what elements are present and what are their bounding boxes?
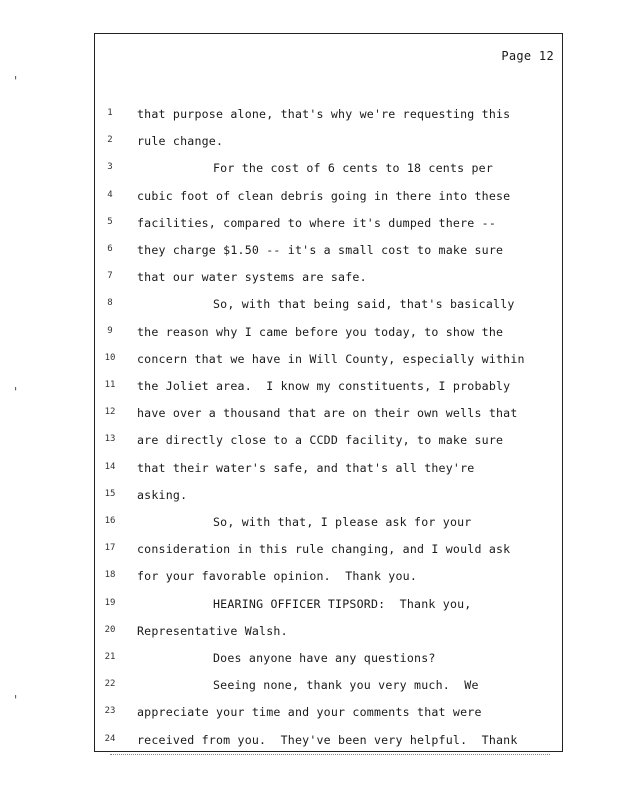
- line-text: for your favorable opinion. Thank you.: [137, 569, 418, 584]
- line-number: 21: [104, 652, 116, 662]
- line-number: 7: [107, 271, 113, 282]
- hole-punch-mark: ': [12, 385, 20, 399]
- line-text: concern that we have in Will County, especially within: [137, 351, 525, 366]
- transcript-line: [95, 325, 562, 352]
- scan-noise-line: [110, 754, 550, 757]
- line-number: 4: [107, 189, 113, 200]
- transcript-line: [95, 542, 562, 569]
- transcript-line: [95, 597, 562, 624]
- line-number: 18: [104, 570, 116, 581]
- transcript-line: [95, 569, 562, 596]
- line-text: received from you. They've been very helpful. Thank: [137, 732, 518, 747]
- line-text: So, with that being said, that's basically: [213, 297, 515, 312]
- line-number: 2: [107, 135, 113, 146]
- transcript-line: [95, 216, 562, 243]
- line-text: the reason why I came before you today, to show the: [137, 324, 504, 339]
- transcript-line: [95, 161, 562, 188]
- transcript-line: [95, 134, 562, 161]
- hole-punch-mark: ': [12, 74, 20, 88]
- line-number: 22: [104, 679, 116, 690]
- line-number: 16: [104, 516, 116, 526]
- transcript-line: [95, 651, 562, 678]
- transcript-line: [95, 705, 562, 732]
- line-text: are directly close to a CCDD facility, to make sure: [137, 433, 504, 448]
- line-number: 24: [104, 733, 116, 744]
- line-text: rule change.: [137, 134, 224, 149]
- line-number: 19: [104, 597, 116, 608]
- line-text: HEARING OFFICER TIPSORD: Thank you,: [213, 596, 472, 611]
- line-text: For the cost of 6 cents to 18 cents per: [213, 161, 494, 176]
- transcript-line: [95, 515, 562, 542]
- line-text: Seeing none, thank you very much. We: [213, 678, 479, 693]
- transcript-line: [95, 297, 562, 324]
- transcript-line: [95, 107, 562, 134]
- line-text: cubic foot of clean debris going in there into these: [137, 188, 511, 203]
- transcript-line: [95, 352, 562, 379]
- transcript-line: [95, 243, 562, 270]
- transcript-line: [95, 678, 562, 705]
- line-text: that their water's safe, and that's all they're: [137, 460, 475, 475]
- line-number: 9: [107, 325, 113, 336]
- line-text: have over a thousand that are on their own wells that: [137, 406, 518, 421]
- line-text: that purpose alone, that's why we're requesting this: [137, 107, 511, 121]
- line-number: 3: [107, 162, 113, 173]
- line-text: consideration in this rule changing, and I would ask: [137, 542, 511, 557]
- line-number: 1: [107, 108, 113, 118]
- line-number: 8: [107, 298, 113, 309]
- line-number: 10: [104, 352, 116, 363]
- line-text: facilities, compared to where it's dumped there --: [137, 215, 497, 230]
- transcript-line: [95, 406, 562, 433]
- line-number: 20: [104, 624, 116, 635]
- line-number: 15: [104, 488, 116, 499]
- transcript-line: [95, 488, 562, 515]
- line-text: the Joliet area. I know my constituents, I probably: [137, 379, 511, 393]
- line-text: they charge $1.50 -- it's a small cost to make sure: [137, 243, 504, 257]
- line-number: 12: [104, 407, 116, 418]
- transcript-line: [95, 189, 562, 216]
- line-number: 23: [104, 706, 116, 717]
- transcript-line: [95, 433, 562, 460]
- transcript-page-frame: [94, 33, 563, 752]
- line-text: that our water systems are safe.: [137, 270, 367, 285]
- line-number: 14: [104, 461, 116, 472]
- line-text: So, with that, I please ask for your: [213, 515, 472, 529]
- line-number: 13: [104, 434, 116, 445]
- page-number: Page 12: [501, 49, 554, 63]
- transcript-line: [95, 624, 562, 651]
- hole-punch-mark: ': [12, 693, 20, 707]
- transcript-line: [95, 461, 562, 488]
- line-number: 5: [107, 216, 113, 227]
- line-text: appreciate your time and your comments that were: [137, 705, 482, 720]
- line-text: asking.: [137, 487, 188, 502]
- line-number: 17: [104, 543, 116, 554]
- transcript-line: [95, 270, 562, 297]
- line-number: 6: [107, 244, 113, 254]
- line-text: Representative Walsh.: [137, 623, 288, 638]
- line-number: 11: [104, 380, 116, 390]
- transcript-line: [95, 379, 562, 406]
- line-text: Does anyone have any questions?: [213, 651, 436, 665]
